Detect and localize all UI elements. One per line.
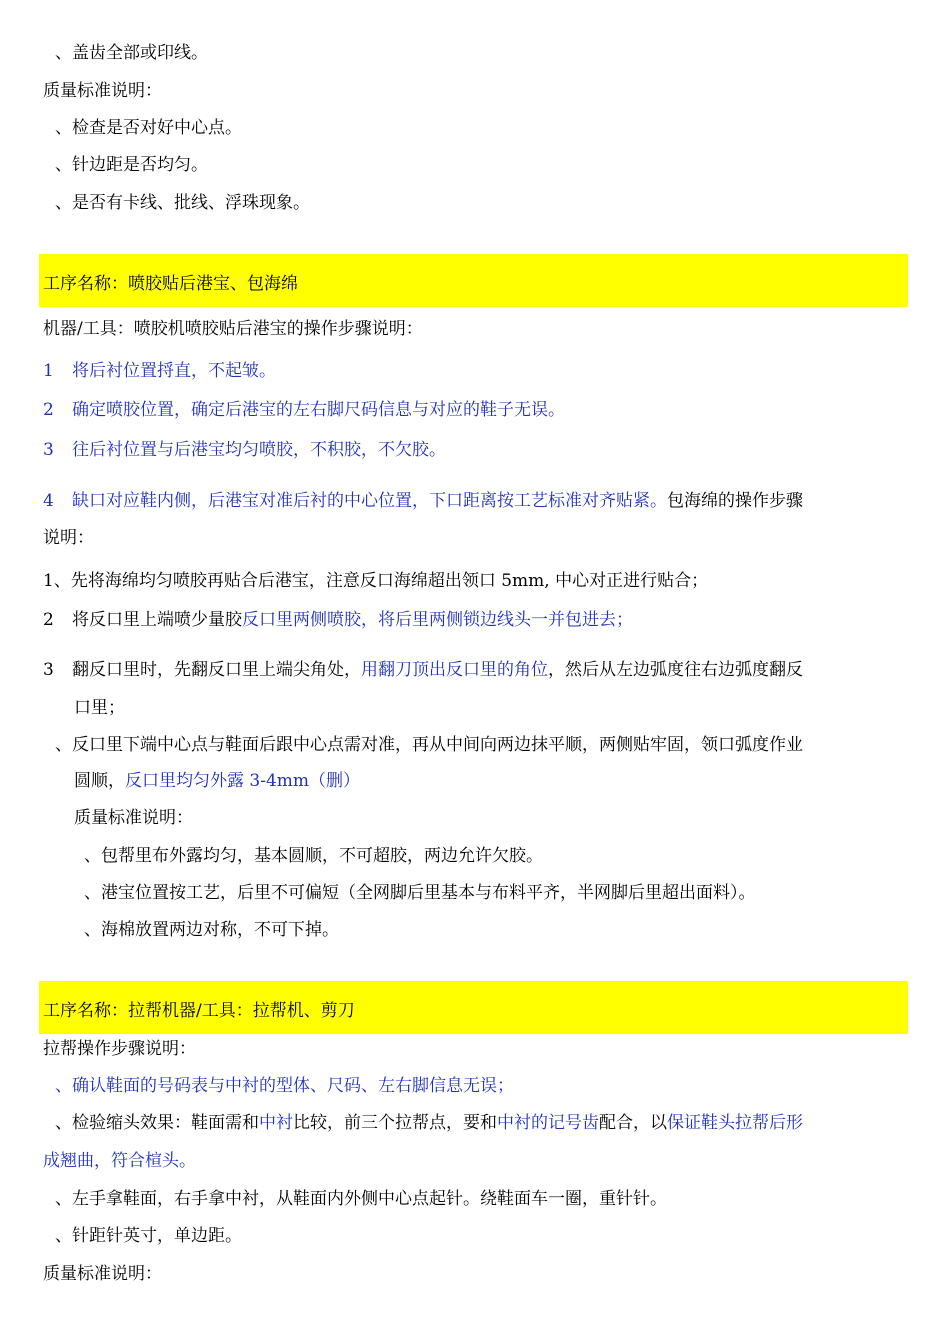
quality-item: 、检查是否对好中心点。	[55, 118, 242, 138]
process-header-text: 工序名称：喷胶贴后港宝、包海绵	[43, 274, 298, 294]
quality-item: 、海棉放置两边对称，不可下掉。	[84, 920, 339, 940]
process-header	[39, 254, 908, 307]
step-text: 圆顺，	[74, 771, 125, 791]
step-text: 配合，以	[599, 1113, 667, 1133]
procedure-item: 、反口里下端中心点与鞋面后跟中心点需对准，再从中间向两边抹平顺，两侧贴牢固，领口弧度作业	[55, 735, 803, 755]
step-text: 反口里两侧喷胶，将后里两侧锁边线头一并包进去；	[242, 610, 633, 630]
operation-item: 、确认鞋面的号码表与中衬的型体、尺码、左右脚信息无误；	[55, 1076, 514, 1096]
step-text: 往后衬位置与后港宝均匀喷胶，不积胶，不欠胶。	[72, 440, 446, 460]
step-text: 、检验缩头效果：鞋面需和	[55, 1113, 259, 1133]
step-number: 3	[43, 440, 54, 460]
procedure-item	[43, 608, 633, 632]
step-text: 翻反口里时，先翻反口里上端尖角处，	[72, 660, 361, 680]
quality-title: 质量标准说明：	[43, 81, 162, 101]
text-line: 说明：	[43, 528, 94, 548]
operation-item	[55, 1111, 803, 1135]
quality-item: 、包帮里布外露均匀，基本圆顺，不可超胶，两边允许欠胶。	[84, 846, 543, 866]
text-line: 成翘曲，符合楦头。	[43, 1151, 196, 1171]
quality-item: 、是否有卡线、批线、浮珠现象。	[55, 193, 310, 213]
step-number: 2	[43, 610, 54, 630]
step-text: 缺口对应鞋内侧，后港宝对准后衬的中心位置，下口距离按工艺标准对齐贴紧。	[72, 491, 667, 511]
step-text: 将反口里上端喷少量胶	[72, 610, 242, 630]
step-text: 反口里均匀外露 3-4mm（删）	[125, 771, 361, 791]
step-text: 中衬	[259, 1113, 293, 1133]
step-number: 3	[43, 660, 54, 680]
procedure-item: 1、先将海绵均匀喷胶再贴合后港宝，注意反口海绵超出领口 5mm, 中心对正进行贴合；	[43, 571, 709, 591]
step-text: 确定喷胶位置，确定后港宝的左右脚尺码信息与对应的鞋子无误。	[72, 400, 565, 420]
process-header-text: 工序名称：拉帮机器/工具：拉帮机、剪刀	[43, 1001, 355, 1021]
operation-item: 、左手拿鞋面，右手拿中衬，从鞋面内外侧中心点起针。绕鞋面车一圈，重针针。	[55, 1189, 667, 1209]
step-text: ，然后从左边弧度往右边弧度翻反	[548, 660, 803, 680]
quality-item: 、针边距是否均匀。	[55, 155, 208, 175]
tools-line: 机器/工具：喷胶机喷胶贴后港宝的操作步骤说明：	[43, 319, 423, 339]
step-text: 中衬的记号齿	[497, 1113, 599, 1133]
step-item	[43, 489, 803, 513]
procedure-item	[43, 658, 803, 682]
quality-title: 质量标准说明：	[43, 1264, 162, 1284]
step-text: 用翻刀顶出反口里的角位	[361, 660, 548, 680]
step-item	[43, 398, 565, 422]
step-text: 包海绵的操作步骤	[667, 491, 803, 511]
operation-title: 拉帮操作步骤说明：	[43, 1039, 196, 1059]
quality-item: 、港宝位置按工艺，后里不可偏短（全网脚后里基本与布料平齐，半网脚后里超出面料）。	[84, 883, 756, 903]
text-line: 口里；	[74, 698, 125, 718]
operation-item: 、针距针英寸，单边距。	[55, 1226, 242, 1246]
step-item	[43, 438, 446, 462]
step-text: 将后衬位置捋直，不起皱。	[72, 361, 276, 381]
step-number: 1	[43, 361, 54, 381]
process-header	[39, 981, 908, 1034]
text-line	[74, 769, 360, 793]
step-text: 比较，前三个拉帮点，要和	[293, 1113, 497, 1133]
step-item	[43, 359, 276, 383]
step-number: 2	[43, 400, 54, 420]
step-number: 4	[43, 491, 54, 511]
text-line: 、盖齿全部或印线。	[55, 43, 208, 63]
step-text: 保证鞋头拉帮后形	[667, 1113, 803, 1133]
quality-title: 质量标准说明：	[74, 808, 193, 828]
